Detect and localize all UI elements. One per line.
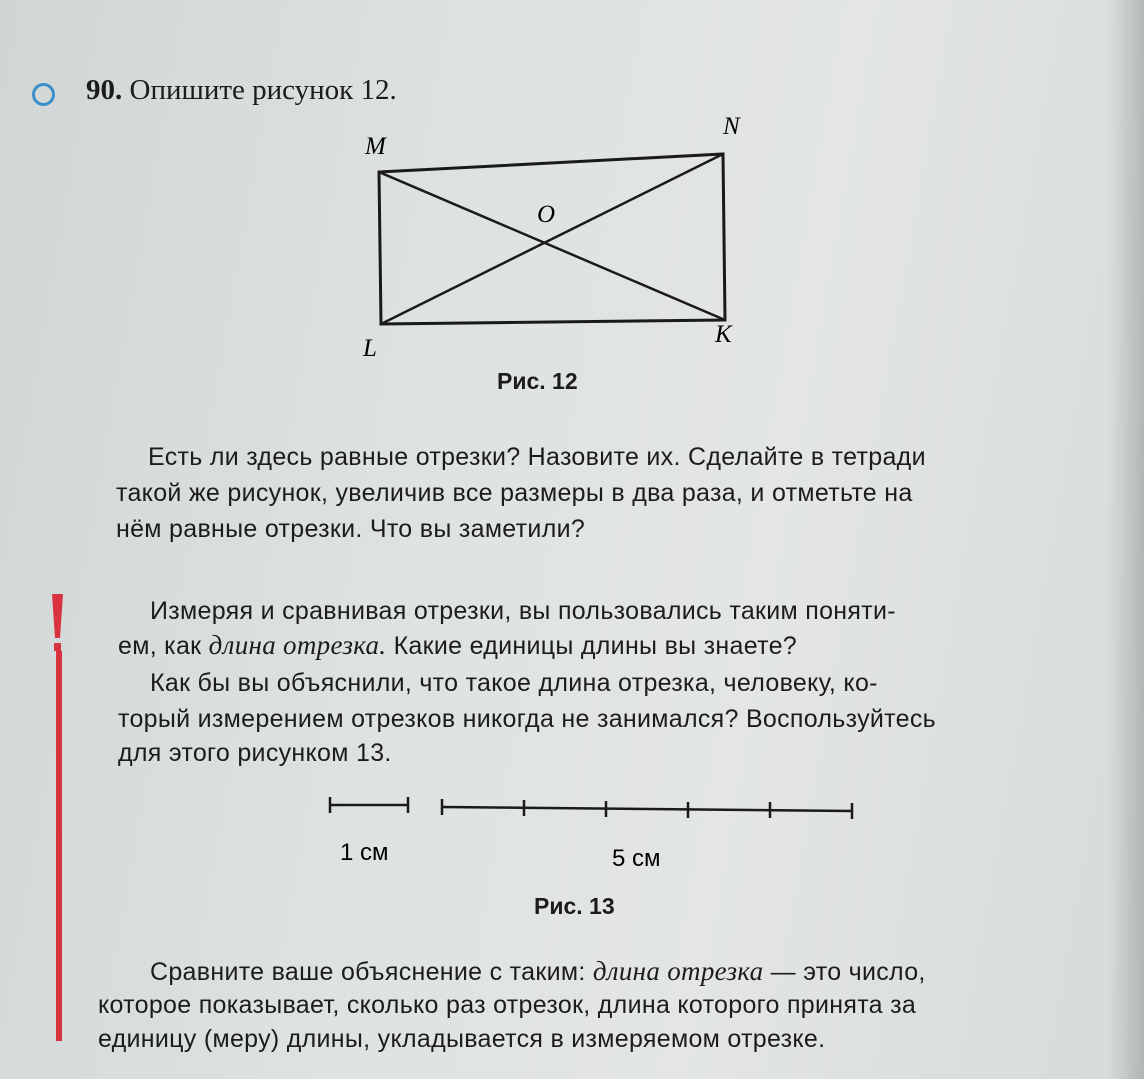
label-5cm: 5 см [612,845,661,872]
note-line-2-end: Какие единицы длины вы знаете? [386,632,797,660]
term-segment-length: длина отрезка. [208,630,387,660]
note-line-3: Как бы вы объяснили, что такое длина отрезка, человеку, ко- [150,669,878,697]
exercise-title: Опишите рисунок 12. [129,74,397,106]
segment-1cm [330,797,408,813]
page-gutter-shadow [1108,0,1144,1079]
figure-13-caption: Рис. 13 [534,893,615,919]
label-1cm: 1 см [340,839,389,866]
point-label-n: N [723,113,740,140]
point-label-l: L [363,335,377,362]
figure-12-rectangle-diagram [355,110,775,370]
segment-5cm [442,799,852,819]
definition-line-1-start: Сравните ваше объяснение с таким: [150,958,593,986]
diagonal-mk [379,172,725,320]
exercise-heading [86,74,397,107]
figure-13-segments-diagram [320,790,880,880]
exclamation-icon [50,594,65,652]
task-line-3: нём равные отрезки. Что вы заметили? [116,515,586,543]
definition-line-2: которое показывает, сколько раз отрезок, длина которого принята за [98,991,917,1019]
task-line-2: такой же рисунок, увеличив все размеры в два раза, и отметьте на [116,479,913,507]
point-label-k: K [715,321,732,348]
definition-line-1 [150,954,926,989]
note-line-5: для этого рисунком 13. [118,739,392,767]
note-line-2-start: ем, как [118,632,209,660]
point-label-m: M [365,133,386,160]
note-line-2 [118,628,797,663]
figure-12-caption: Рис. 12 [497,368,578,394]
circle-icon [32,83,55,106]
note-line-4: торый измерением отрезков никогда не занимался? Воспользуйтесь [118,705,936,733]
definition-line-3: единицу (меру) длины, укладывается в измеряемом отрезке. [98,1025,826,1053]
task-line-1: Есть ли здесь равные отрезки? Назовите их. Сделайте в тетради [148,443,926,471]
term-definition: длина отрезка [592,956,764,986]
exercise-number: 90. [86,74,123,106]
important-block-bar [56,651,62,1041]
note-line-1: Измеряя и сравнивая отрезки, вы пользовались таким поняти- [150,597,896,625]
point-label-o: O [537,201,556,228]
definition-line-1-end: — это число, [763,958,926,986]
